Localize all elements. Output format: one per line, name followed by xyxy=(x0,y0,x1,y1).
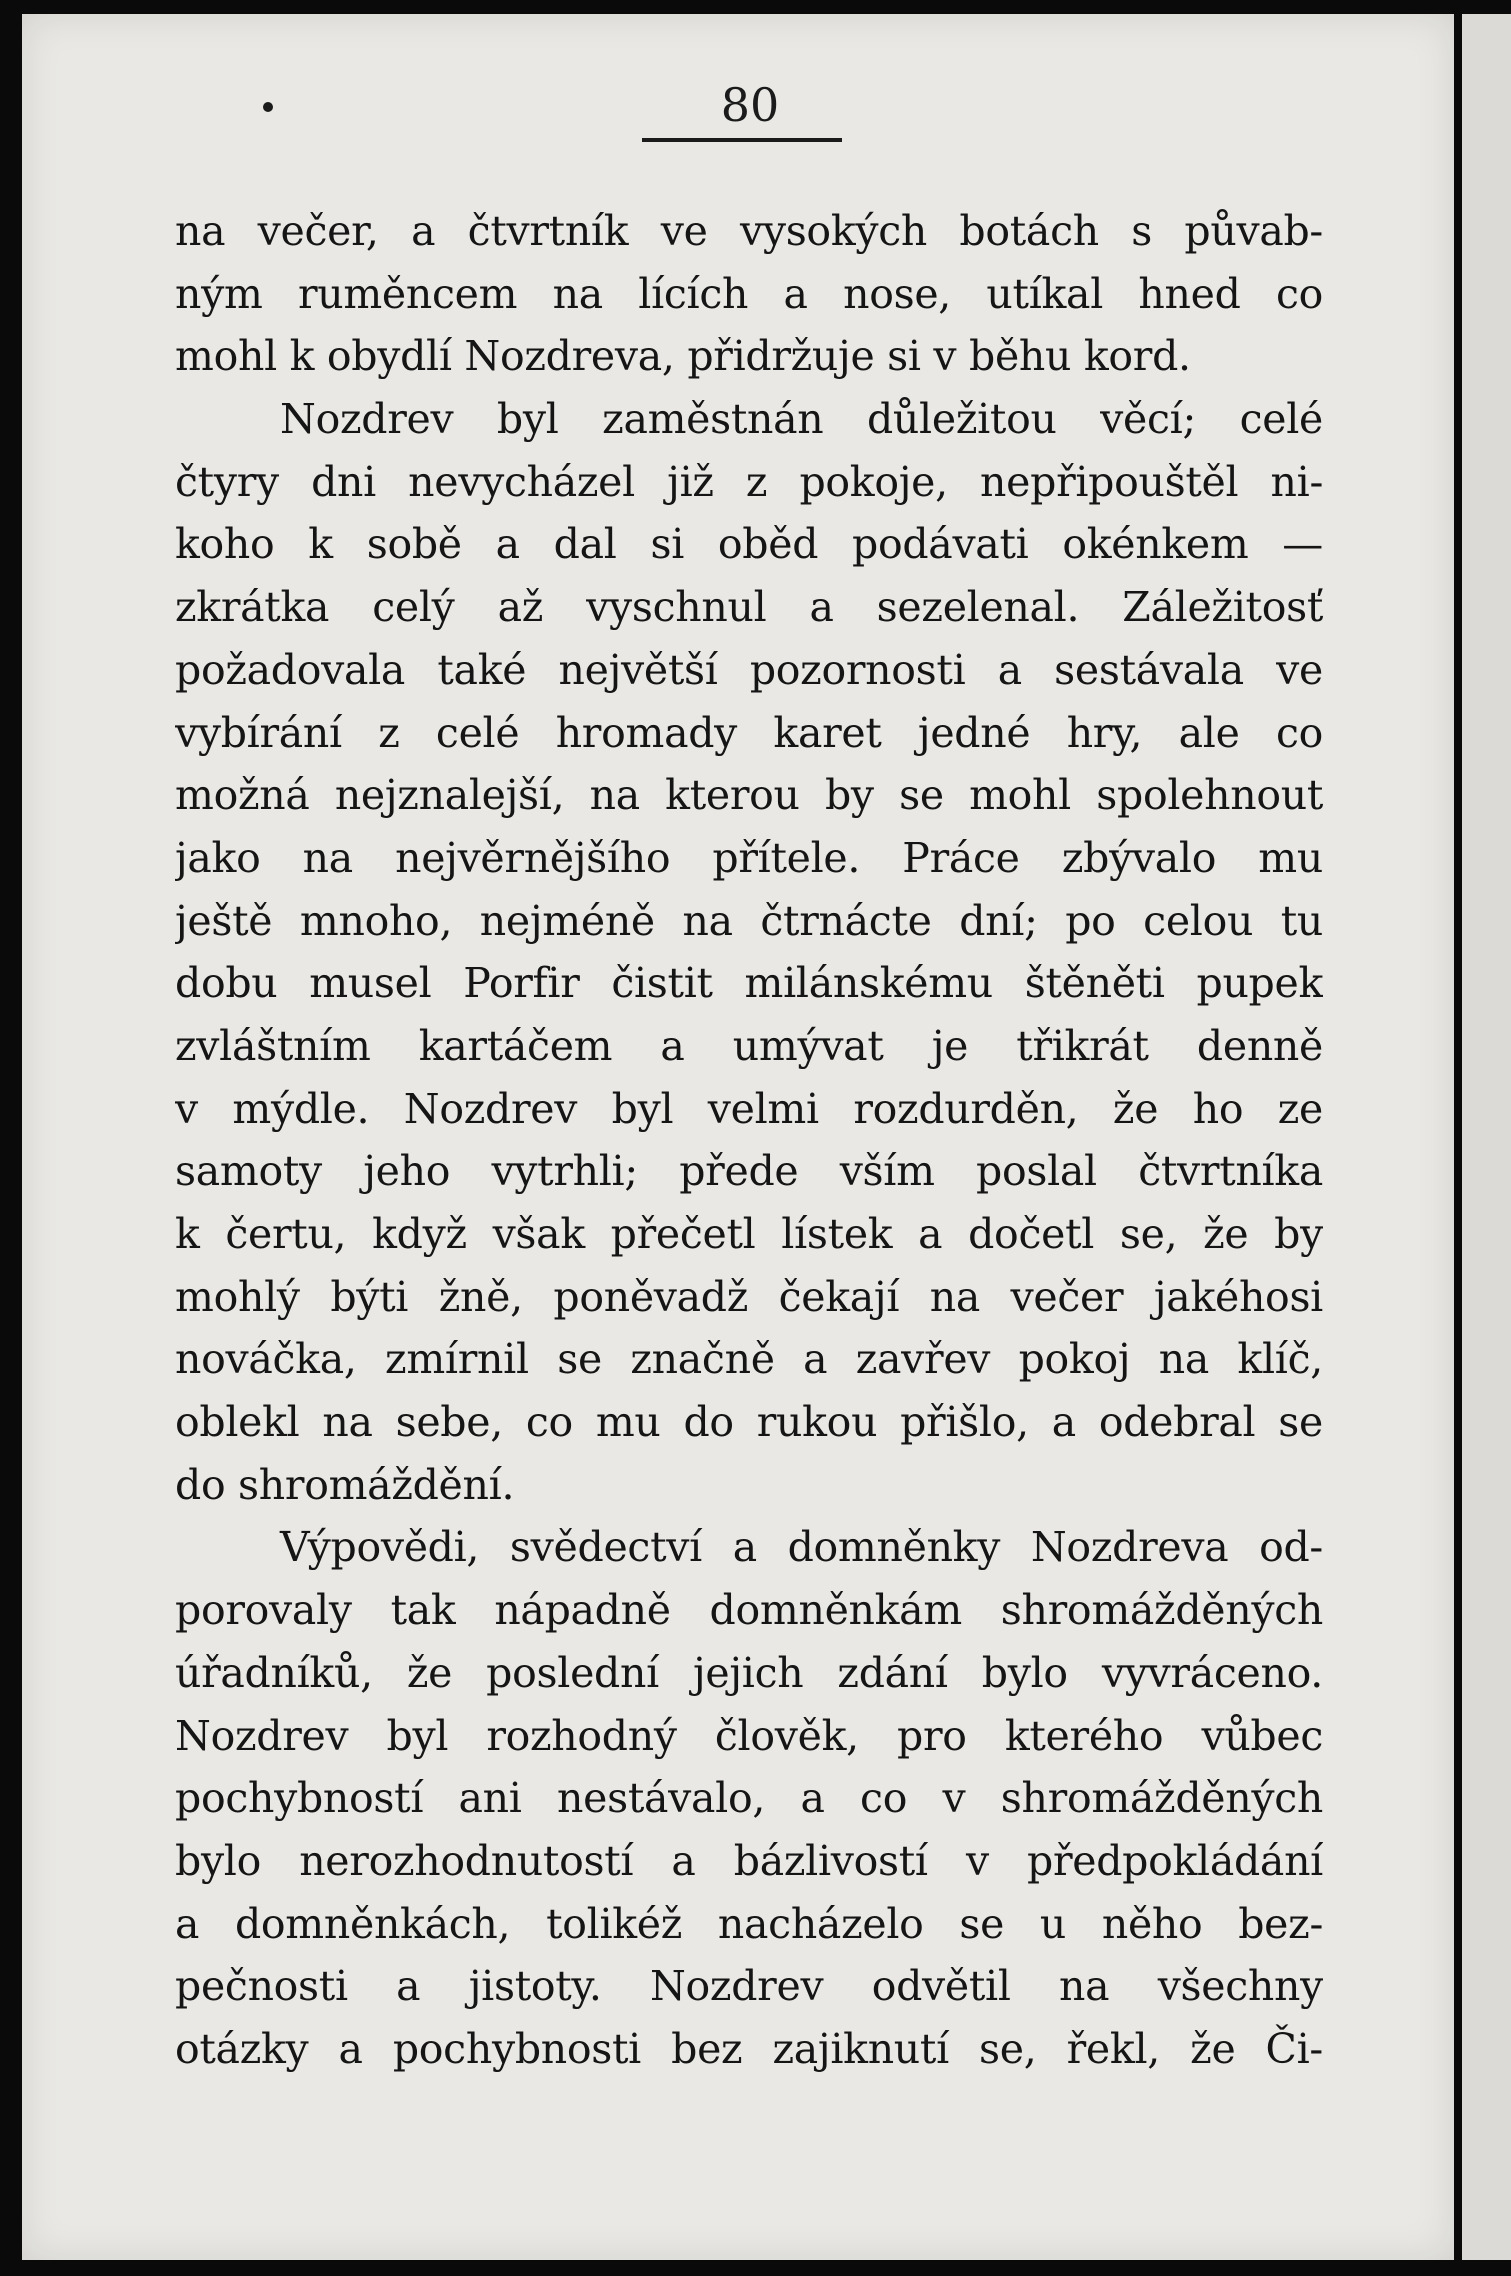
page-number-rule xyxy=(642,138,842,142)
text-line: čtyry dni nevycházel již z pokoje, nepřipouštěl ni- xyxy=(175,457,1323,506)
text-line: oblekl na sebe, co mu do rukou přišlo, a odebral se xyxy=(175,1398,1323,1447)
text-line: porovaly tak nápadně domněnkám shromážděných xyxy=(175,1586,1323,1635)
text-line: úřadníků, že poslední jejich zdání bylo vyvráceno. xyxy=(175,1648,1323,1697)
text-line: zkrátka celý až vyschnul a sezelenal. Záležitosť xyxy=(175,583,1323,632)
text-line: dobu musel Porfir čistit milánskému štěněti pupek xyxy=(175,959,1323,1008)
text-line: na večer, a čtvrtník ve vysokých botách s půvab- xyxy=(175,207,1323,255)
adjacent-page-edge xyxy=(1462,14,1511,2260)
text-line: Nozdrev byl zaměstnán důležitou věcí; celé xyxy=(280,395,1323,444)
text-line: pochybností ani nestávalo, a co v shromážděných xyxy=(175,1774,1323,1823)
text-line: do shromáždění. xyxy=(175,1460,515,1509)
text-line: v mýdle. Nozdrev byl velmi rozdurděn, že ho ze xyxy=(175,1084,1323,1133)
text-line: k čertu, když však přečetl lístek a dočetl se, že by xyxy=(175,1210,1323,1258)
text-line: vybírání z celé hromady karet jedné hry, ale co xyxy=(175,708,1323,757)
text-line: mohlý býti žně, poněvadž čekají na večer jakéhosi xyxy=(175,1272,1323,1321)
text-line: a domněnkách, tolikéž nacházelo se u něho bez- xyxy=(175,1899,1323,1948)
text-line: mohl k obydlí Nozdreva, přidržuje si v běhu kord. xyxy=(175,332,1191,381)
page-number: 80 xyxy=(720,78,780,132)
text-line: samoty jeho vytrhli; přede vším poslal čtvrtníka xyxy=(175,1147,1323,1196)
text-line: pečnosti a jistoty. Nozdrev odvětil na všechny xyxy=(175,1962,1323,2011)
text-line: koho k sobě a dal si oběd podávati okénkem — xyxy=(175,520,1323,569)
text-line: požadovala také největší pozornosti a sestávala ve xyxy=(175,645,1323,694)
text-line: otázky a pochybnosti bez zajiknutí se, řekl, že Či- xyxy=(175,2024,1323,2073)
text-line: ještě mnoho, nejméně na čtrnácte dní; po celou tu xyxy=(175,896,1323,945)
text-line: Výpovědi, svědectví a domněnky Nozdreva od- xyxy=(280,1523,1323,1572)
text-line: zvláštním kartáčem a umývat je třikrát denně xyxy=(175,1021,1323,1070)
header-dot xyxy=(263,102,273,112)
text-line: ným ruměncem na lících a nose, utíkal hned co xyxy=(175,269,1323,318)
text-line: nováčka, zmírnil se značně a zavřev pokoj na klíč, xyxy=(175,1335,1323,1384)
text-line: jako na nejvěrnějšího přítele. Práce zbývalo mu xyxy=(175,833,1323,882)
body-text xyxy=(175,200,1323,2081)
text-line: Nozdrev byl rozhodný člověk, pro kterého vůbec xyxy=(175,1711,1323,1760)
text-line: bylo nerozhodnutostí a bázlivostí v předpokládání xyxy=(175,1836,1323,1885)
text-line: možná nejznalejší, na kterou by se mohl spolehnout xyxy=(175,771,1323,820)
